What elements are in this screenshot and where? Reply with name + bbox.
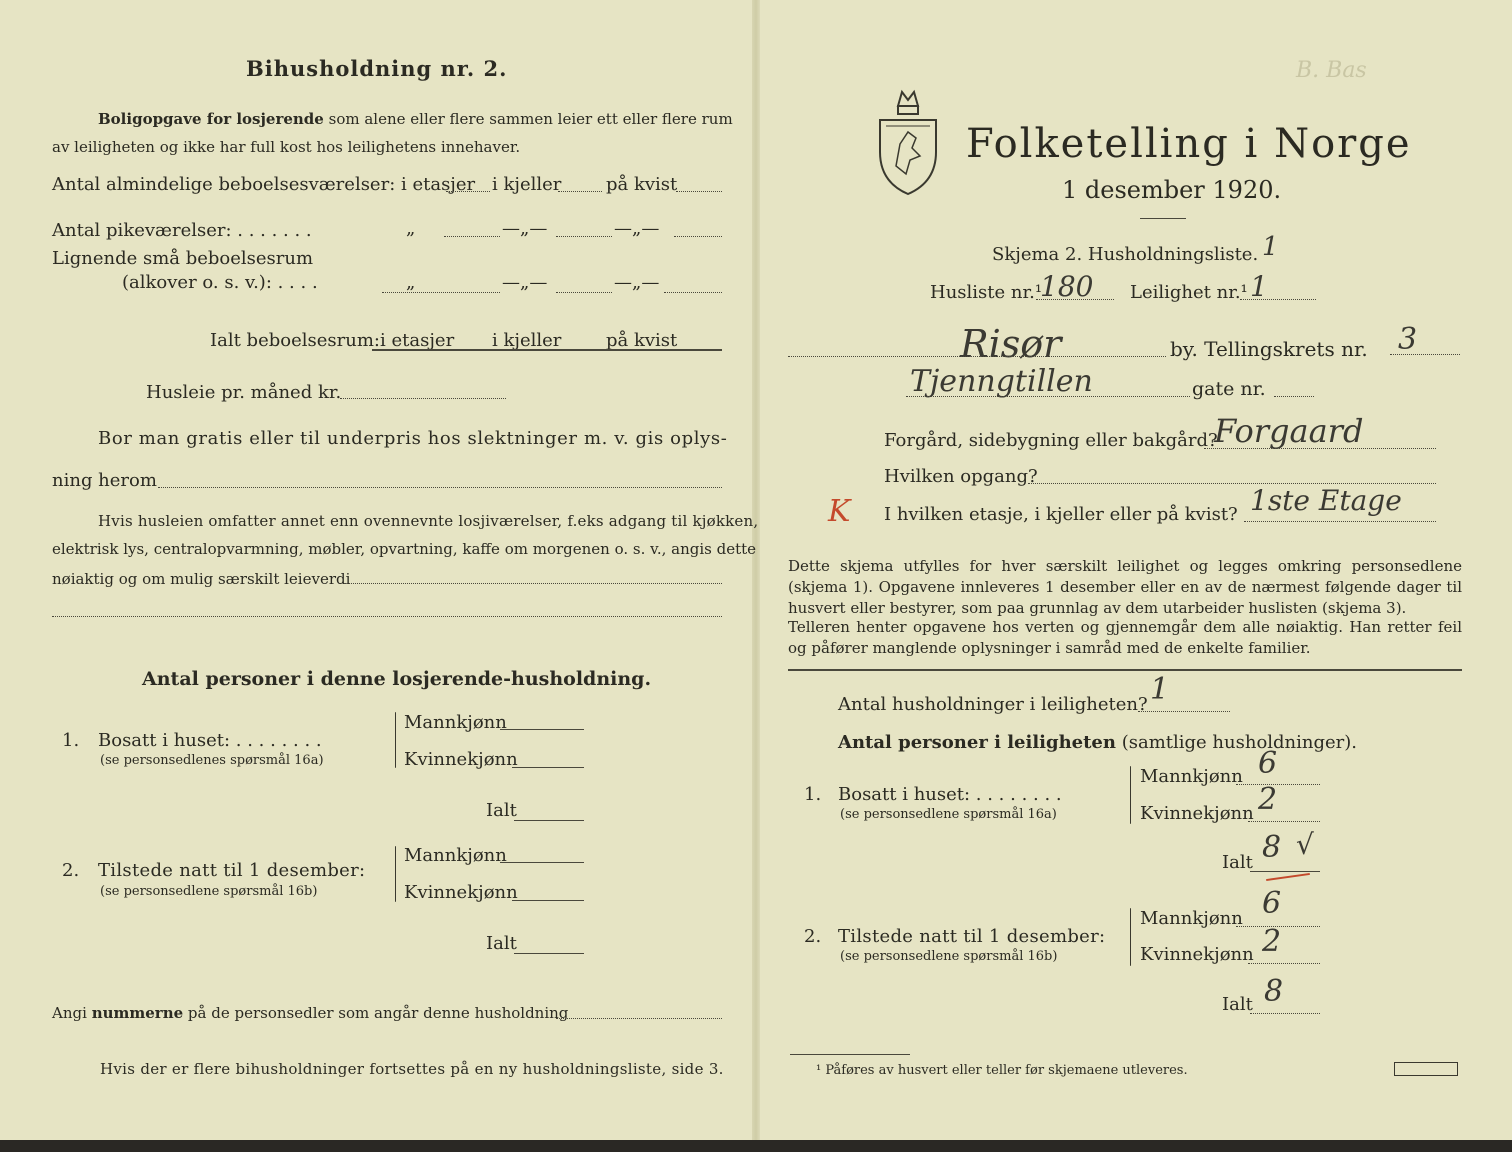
rooms-label: Antal almindelige beboelsesværelser: i etasjer — [52, 174, 476, 195]
right-q2-total: Ialt — [1222, 994, 1253, 1015]
ialt-rooms-label: Ialt beboelsesrum: — [210, 330, 380, 351]
right-q1-male: Mannkjønn — [1140, 766, 1243, 787]
right-q2-female: Kvinnekjønn — [1140, 944, 1254, 965]
right-resident-ref: (se personsedlene spørsmål 16a) — [840, 807, 1057, 822]
street-value[interactable]: Tjenngtillen — [910, 364, 1093, 399]
building-label: Forgård, sidebygning eller bakgård? — [884, 430, 1218, 451]
instructions-divider — [788, 669, 1462, 671]
red-x-mark: K — [828, 494, 851, 529]
rooms-etasjer-line[interactable] — [446, 191, 490, 192]
extras-line3: nøiaktig og om mulig særskilt leieverdi — [52, 570, 351, 588]
footnote: ¹ Påføres av husvert eller teller før skjemaene utleveres. — [816, 1063, 1188, 1078]
rooms-kvist-label: på kvist — [606, 174, 678, 195]
right-q1-total: Ialt — [1222, 852, 1253, 873]
left-intro-line1: Boligopgave for losjerende som alene eller flere sammen leier ett eller flere rum — [98, 110, 733, 128]
tellingskrets-value[interactable]: 3 — [1398, 322, 1418, 357]
left-q2-female-line[interactable] — [512, 900, 584, 901]
right-resident-label: Bosatt i huset: . . . . . . . . — [838, 784, 1062, 805]
left-persons-heading: Antal personer i denne losjerende-husholdning. — [142, 668, 652, 690]
left-q1-male-line[interactable] — [500, 729, 584, 730]
left-q2-male: Mannkjønn — [404, 845, 507, 866]
left-q1-male: Mannkjønn — [404, 712, 507, 733]
building-value[interactable]: Forgaard — [1214, 412, 1364, 450]
town-value[interactable]: Risør — [960, 322, 1062, 366]
entrance-label: Hvilken opgang? — [884, 466, 1038, 487]
right-q1-male-value[interactable]: 6 — [1258, 746, 1278, 781]
extras-answer-line[interactable] — [344, 583, 722, 584]
right-q2-male: Mannkjønn — [1140, 908, 1243, 929]
free-rent-line1: Bor man gratis eller til underpris hos slektninger m. v. gis oplys- — [98, 428, 728, 449]
left-present-ref: (se personsedlene spørsmål 16b) — [100, 884, 318, 899]
faint-pencil-note: B. Bas — [1296, 58, 1367, 83]
households-value[interactable]: 1 — [1150, 672, 1170, 707]
left-resident-ref: (se personsedlenes spørsmål 16a) — [100, 753, 324, 768]
husliste-label: Husliste nr.¹ — [930, 282, 1043, 303]
left-intro-line2: av leiligheten og ikke har full kost hos leilighetens innehaver. — [52, 138, 521, 156]
left-q2-total: Ialt — [486, 933, 517, 954]
alkover-ditto: „ — [406, 272, 416, 293]
pike-line2[interactable] — [556, 236, 612, 237]
right-q2-total-line — [1250, 1013, 1320, 1014]
husliste-line — [1036, 299, 1114, 300]
right-q1-brace — [1130, 766, 1131, 824]
left-q1-female-line[interactable] — [512, 767, 584, 768]
pike-line1[interactable] — [444, 236, 500, 237]
left-resident-label: Bosatt i huset: . . . . . . . . — [98, 730, 322, 751]
rooms-kjeller-label: i kjeller — [492, 174, 562, 195]
pike-ditto2: —„— — [502, 218, 548, 239]
left-resident-num: 1. — [62, 730, 80, 751]
right-q1-male-line — [1236, 784, 1320, 785]
left-q2-male-line[interactable] — [500, 862, 584, 863]
town-line — [788, 356, 1166, 357]
census-date: 1 desember 1920. — [1062, 176, 1282, 204]
pike-label: Antal pikeværelser: . . . . . . . — [52, 220, 312, 241]
right-persons-heading: Antal personer i leiligheten (samtlige husholdninger). — [838, 732, 1358, 753]
small-rooms-label: Lignende små beboelsesrum — [52, 248, 314, 269]
right-q2-total-value[interactable]: 8 — [1264, 974, 1284, 1009]
alkover-line2[interactable] — [556, 292, 612, 293]
right-q1-female: Kvinnekjønn — [1140, 803, 1254, 824]
households-label: Antal husholdninger i leiligheten? — [838, 694, 1148, 715]
right-q1-total-value[interactable]: 8 — [1262, 830, 1282, 865]
households-line — [1138, 711, 1230, 712]
right-resident-num: 1. — [804, 784, 822, 805]
tellingskrets-line — [1390, 354, 1460, 355]
check-mark: √ — [1296, 828, 1314, 861]
left-present-label: Tilstede natt til 1 desember: — [98, 860, 366, 881]
free-rent-answer-line[interactable] — [158, 487, 722, 488]
left-q1-total-line[interactable] — [514, 820, 584, 821]
town-label: by. Tellingskrets nr. — [1170, 337, 1368, 361]
floor-line — [1244, 521, 1436, 522]
free-rent-line2: ning herom — [52, 470, 157, 491]
pike-ditto: „ — [406, 218, 416, 239]
printer-stamp — [1394, 1062, 1458, 1076]
red-underline-mark — [1266, 873, 1310, 881]
right-q2-female-line — [1248, 963, 1320, 964]
right-q1-female-value[interactable]: 2 — [1258, 782, 1278, 817]
right-present-ref: (se personsedlene spørsmål 16b) — [840, 949, 1058, 964]
floor-value[interactable]: 1ste Etage — [1250, 484, 1402, 517]
leilighet-line — [1240, 299, 1316, 300]
numbers-label: Angi nummerne på de personsedler som angår denne husholdning — [52, 1004, 569, 1022]
leilighet-label: Leilighet nr.¹ — [1130, 282, 1248, 303]
schema-label: Skjema 2. Husholdningsliste. — [992, 244, 1259, 265]
coat-of-arms-icon — [872, 86, 944, 198]
right-present-label: Tilstede natt til 1 desember: — [838, 926, 1106, 947]
left-title: Bihusholdning nr. 2. — [246, 56, 508, 81]
left-q1-female: Kvinnekjønn — [404, 749, 518, 770]
numbers-line[interactable] — [556, 1018, 722, 1019]
title-divider — [1140, 218, 1186, 219]
left-q2-total-line[interactable] — [514, 953, 584, 954]
pike-ditto3: —„— — [614, 218, 660, 239]
rent-label: Husleie pr. måned kr. — [146, 382, 342, 403]
building-line — [1204, 448, 1436, 449]
left-q1-total: Ialt — [486, 800, 517, 821]
left-q2-brace — [395, 846, 396, 902]
instructions-para2: Telleren henter opgavene hos verten og gjennemgår dem alle nøiaktig. Han retter feil og påfører manglende oplysninger i samråd med de enkelte familier. — [788, 618, 1462, 657]
footnote-divider — [790, 1054, 910, 1055]
extras-answer-line2[interactable] — [52, 616, 722, 617]
left-q1-brace — [395, 712, 396, 768]
alkover-ditto3: —„— — [614, 272, 660, 293]
schema-mark: 1 — [1262, 232, 1279, 262]
right-present-num: 2. — [804, 926, 822, 947]
alkover-label: (alkover o. s. v.): . . . . — [122, 272, 318, 293]
right-q2-female-value[interactable]: 2 — [1262, 924, 1282, 959]
left-present-num: 2. — [62, 860, 80, 881]
extras-line2: elektrisk lys, centralopvarmning, møbler, opvartning, kaffe om morgenen o. s. v., angis dette — [52, 540, 757, 558]
leilighet-value[interactable]: 1 — [1250, 270, 1268, 303]
more-households-note: Hvis der er flere bihusholdninger fortsettes på en ny husholdningsliste, side 3. — [100, 1060, 724, 1078]
right-q2-brace — [1130, 908, 1131, 966]
rooms-kjeller-line[interactable] — [558, 191, 602, 192]
alkover-line1[interactable] — [382, 292, 500, 293]
main-title: Folketelling i Norge — [966, 121, 1412, 167]
husliste-value[interactable]: 180 — [1040, 270, 1094, 303]
left-q2-female: Kvinnekjønn — [404, 882, 518, 903]
right-q2-male-value[interactable]: 6 — [1262, 886, 1282, 921]
pike-line3[interactable] — [674, 236, 722, 237]
street-number-line[interactable] — [1274, 396, 1314, 397]
street-line — [906, 396, 1190, 397]
floor-label: I hvilken etasje, i kjeller eller på kvist? — [884, 504, 1238, 525]
ialt-kjeller: i kjeller — [492, 330, 562, 351]
extras-line1: Hvis husleien omfatter annet enn ovennevnte losjiværelser, f.eks adgang til kjøkken, — [98, 512, 759, 530]
ialt-rooms-underline — [372, 349, 722, 351]
alkover-line3[interactable] — [664, 292, 722, 293]
page-fold — [752, 0, 760, 1140]
ialt-etasjer: i etasjer — [380, 330, 455, 351]
ialt-kvist: på kvist — [606, 330, 678, 351]
street-label: gate nr. — [1192, 378, 1266, 400]
rooms-kvist-line[interactable] — [676, 191, 722, 192]
instructions-para1: Dette skjema utfylles for hver særskilt leilighet og legges omkring personsedlene (skjema 1). Opgavene innleveres 1 desember eller en av de nærmest følgende dager til husvert eller bestyrer, som paa grunnlag av dem utarbeider huslisten (skjema 3). — [788, 557, 1462, 617]
rent-line[interactable] — [340, 398, 506, 399]
right-q1-female-line — [1248, 821, 1320, 822]
alkover-ditto2: —„— — [502, 272, 548, 293]
